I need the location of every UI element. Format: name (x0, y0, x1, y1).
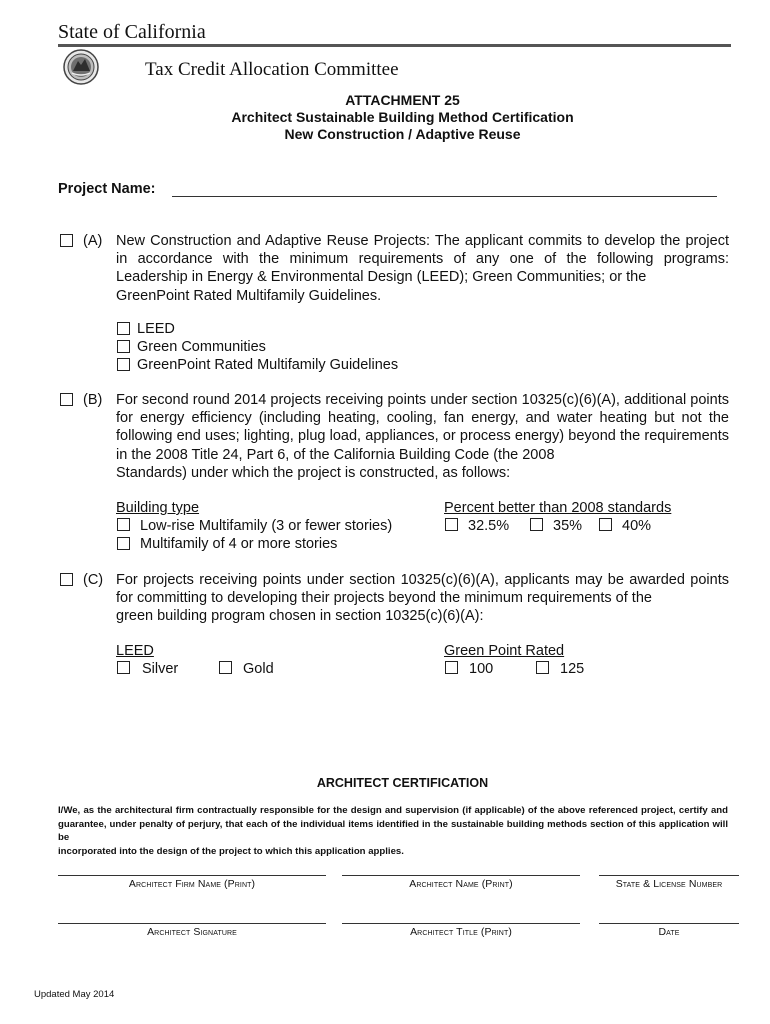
architect-name-line[interactable] (342, 875, 580, 876)
percent-heading: Percent better than 2008 standards (444, 500, 672, 516)
gpr-100-checkbox[interactable] (445, 661, 458, 674)
section-b-text (116, 391, 729, 482)
section-a-checkbox[interactable] (60, 234, 73, 247)
green-point-heading: Green Point Rated (444, 643, 565, 659)
form-subtitle: New Construction / Adaptive Reuse (284, 126, 521, 142)
percent-35-label: 35% (553, 518, 583, 534)
certification-text (58, 804, 728, 858)
percent-40-label: 40% (622, 518, 652, 534)
section-c-body-end: green building program chosen in section 10325(c)(6)(A): (116, 608, 484, 625)
architect-title-line[interactable] (342, 923, 580, 924)
section-b-body-end: Standards) under which the project is constructed, as follows: (116, 464, 511, 481)
green-communities-checkbox[interactable] (117, 340, 130, 353)
section-b-letter: (B) (83, 392, 103, 408)
low-rise-checkbox[interactable] (117, 518, 130, 531)
green-communities-label: Green Communities (137, 339, 266, 355)
percent-35-checkbox[interactable] (530, 518, 543, 531)
header-rule (58, 44, 731, 47)
section-c-checkbox[interactable] (60, 573, 73, 586)
date-line[interactable] (599, 923, 739, 924)
firm-name-line[interactable] (58, 875, 326, 876)
architect-name-label: Architect Name (Print) (409, 878, 513, 890)
license-label: State & License Number (615, 878, 723, 890)
gpr-125-label: 125 (560, 661, 585, 677)
certification-heading: ARCHITECT CERTIFICATION (316, 776, 489, 790)
percent-32-5-label: 32.5% (468, 518, 510, 534)
certification-body: I/We, as the architectural firm contractually responsible for the design and supervision (if applicable) of the above referenced project, certify and guarantee, under penalty of perjury, that each of the individual items identified in the sustainable building methods section of this application will be (58, 805, 728, 844)
leed-checkbox[interactable] (117, 322, 130, 335)
signature-label: Architect Signature (147, 926, 237, 938)
signature-line[interactable] (58, 923, 326, 924)
percent-32-5-checkbox[interactable] (445, 518, 458, 531)
greenpoint-checkbox[interactable] (117, 358, 130, 371)
firm-name-label: Architect Firm Name (Print) (128, 878, 256, 890)
project-name-value (172, 178, 176, 194)
low-rise-label: Low-rise Multifamily (3 or fewer stories) (140, 518, 393, 534)
updated-date: Updated May 2014 (34, 989, 115, 1000)
leed-silver-label: Silver (142, 661, 179, 677)
section-b-body: For second round 2014 projects receiving points under section 10325(c)(6)(A), additional points for energy efficiency (including heating, cooling, fan energy, and water heating but not the following end uses; lighting, plug load, appliances, or process energy) beyond the requirements in the 2008 Title 24, Part 6, of the California Building Code (the 2008 (116, 392, 729, 463)
date-label: Date (658, 926, 680, 938)
building-type-heading: Building type (116, 500, 200, 516)
section-a-body: New Construction and Adaptive Reuse Projects: The applicant commits to develop the project in accordance with the minimum requirements of any one of the following programs: Leadership in Energy & Environmental Design (LEED); Green Communities; or the (116, 233, 729, 286)
attachment-title: ATTACHMENT 25 (345, 92, 460, 108)
state-title: State of California (58, 21, 206, 43)
project-name-field[interactable] (172, 178, 717, 197)
leed-label: LEED (137, 321, 175, 337)
section-c-text (116, 571, 729, 626)
section-a-letter: (A) (83, 233, 103, 249)
leed-gold-label: Gold (243, 661, 274, 677)
section-b-checkbox[interactable] (60, 393, 73, 406)
section-c-letter: (C) (83, 572, 104, 588)
committee-name: Tax Credit Allocation Committee (145, 59, 399, 80)
architect-title-label: Architect Title (Print) (410, 926, 512, 938)
leed-level-heading: LEED (116, 643, 154, 659)
multifamily-4-label: Multifamily of 4 or more stories (140, 536, 338, 552)
section-a-text (116, 232, 729, 305)
leed-gold-checkbox[interactable] (219, 661, 232, 674)
state-seal-icon (63, 49, 99, 85)
section-c-body: For projects receiving points under section 10325(c)(6)(A), applicants may be awarded points for committing to developing their projects beyond the minimum requirements of the (116, 572, 729, 607)
percent-40-checkbox[interactable] (599, 518, 612, 531)
gpr-125-checkbox[interactable] (536, 661, 549, 674)
multifamily-4-checkbox[interactable] (117, 537, 130, 550)
gpr-100-label: 100 (469, 661, 494, 677)
certification-body-end: incorporated into the design of the project to which this application applies. (58, 845, 404, 857)
greenpoint-label: GreenPoint Rated Multifamily Guidelines (137, 357, 399, 373)
form-title: Architect Sustainable Building Method Certification (231, 109, 574, 125)
project-name-label: Project Name: (58, 181, 156, 197)
section-a-body-end: GreenPoint Rated Multifamily Guidelines. (116, 287, 382, 304)
license-line[interactable] (599, 875, 739, 876)
leed-silver-checkbox[interactable] (117, 661, 130, 674)
